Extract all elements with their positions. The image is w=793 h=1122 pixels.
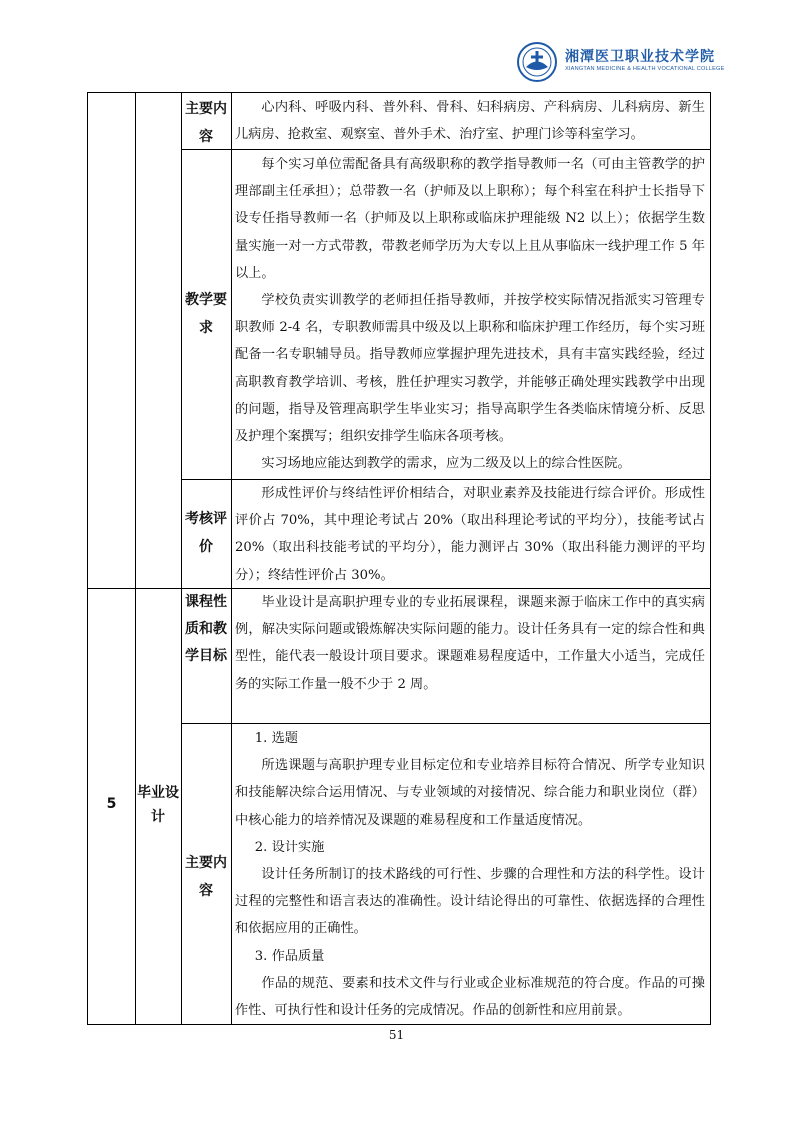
logo-english-name: XIANGTAN MEDICINE & HEALTH VOCATIONAL COLLEGE [565, 66, 725, 72]
section-heading: 3. 作品质量 [254, 948, 325, 964]
row5-main-content-label: 主要内容 [185, 855, 227, 899]
teaching-requirements-text: 每个实习单位需配备具有高级职称的教学指导教师一名（可由主管教学的护理部副主任承担）；总带教一名（护师及以上职称）；每个科室在科护士长指导下设专任指导教师一名（护师及以上职称或临床护理能级 N2 以上）；依据学生数量实施一对一方式带教，带教老师学历为大专以上且从事临床一线护理工作 5 年以上。 学校负责实训教学的老师担任指导教师，并按学校实际情况指派实习管理专职教师 2-4 名，专职教师需具中级及以上职称和临床护理工作经历，每个实习班配备一名专职辅导员。指导教师应掌握护理先进技术，具有丰富实践经验，经过高职教育教学培训、考核，胜任护理实习教学，并能够正确处理实践教学中出现的问题，指导及管理高职学生毕业实习；指导高职学生各类临床情境分析、反思及护理个案撰写；组织安排学生临床各项考核。 实习场地应能达到教学的需求，应为二级及以上的综合性医院。 [235, 157, 705, 472]
table-divider [181, 723, 710, 724]
main-content-text: 心内科、呼吸内科、普外科、骨科、妇科病房、产科病房、儿科病房、新生儿病房、抢救室、观察室、普外手术、治疗室、护理门诊等科室学习。 [235, 100, 705, 143]
college-logo [517, 40, 725, 88]
section-heading: 2. 设计实施 [254, 839, 325, 855]
row-number: 5 [106, 796, 117, 812]
main-content-label: 主要内容 [185, 101, 227, 145]
teaching-requirements-label: 教学要求 [185, 292, 227, 336]
table-divider [181, 149, 710, 150]
course-nature-text: 毕业设计是高职护理专业的专业拓展课程，课题来源于临床工作中的真实病例，解决实际问题或锻炼解决实际问题的能力。设计任务具有一定的综合性和典型性，能代表一般设计项目要求。课题难易程度适中，工作量大小适当，完成任务的实际工作量一般不少于 2 周。 [235, 595, 705, 692]
course-name: 毕业设计 [137, 785, 179, 825]
assessment-text: 形成性评价与终结性评价相结合，对职业素养及技能进行综合评价。形成性评价占 70%，其中理论考试占 20%（取出科理论考试的平均分），技能考试占 20%（取出科技能考试的平均分），能力测评占 30%（取出科能力测评的平均分）；终结性评价占 30%。 [235, 486, 705, 583]
table-divider [231, 93, 232, 1024]
assessment-label: 考核评价 [185, 511, 227, 555]
section-heading: 1. 选题 [254, 731, 298, 746]
course-table [87, 92, 711, 1025]
course-nature-label: 课程性质和教学目标 [185, 594, 227, 664]
table-divider [135, 93, 136, 1024]
row5-main-content-text: 1. 选题 所选课题与高职护理专业目标定位和专业培养目标符合情况、所学专业知识和技能解决综合运用情况、与专业领域的对接情况、综合能力和职业岗位（群）中核心能力的培养情况及课题的难易程度和工作量适度情况。 2. 设计实施 设计任务所制订的技术路线的可行性、步骤的合理性和方法的科学性。设计过程的完整性和语言表达的准确性。设计结论得出的可靠性、依据选择的合理性和依据应用的正确性。 3. 作品质量 作品的规范、要素和技术文件与行业或企业标准规范的符合度。作品的可操作性、可执行性和设计任务的完成情况。作品的创新性和应用前景。 [235, 725, 705, 1024]
college-emblem-icon [517, 42, 557, 82]
logo-chinese-name: 湘潭医卫职业技术学院 [565, 49, 715, 65]
page-number: 51 [388, 1028, 405, 1042]
